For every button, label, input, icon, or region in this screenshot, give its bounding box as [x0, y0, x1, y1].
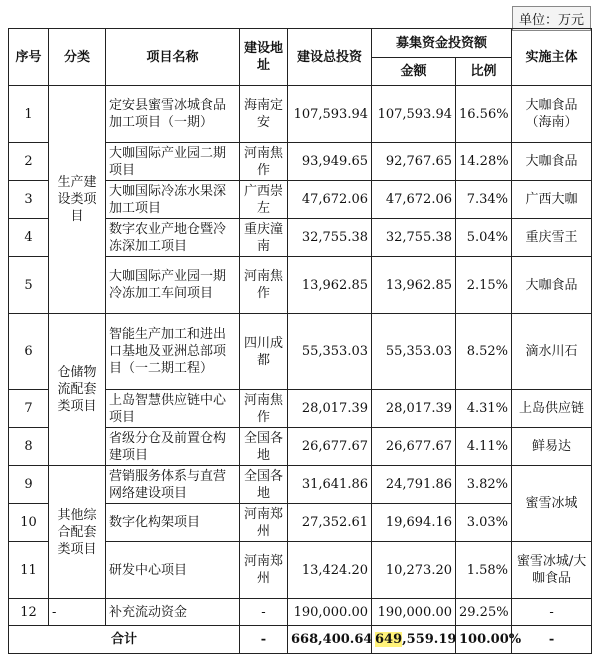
cell-ratio: 3.03%: [456, 504, 512, 542]
cell-location: -: [240, 599, 288, 626]
cell-entity: 上岛供应链: [512, 390, 592, 428]
category-logistics: 仓储物流配套类项目: [49, 314, 106, 466]
cell-project-name: 补充流动资金: [106, 599, 240, 626]
header-raised-investment: 募集资金投资额: [372, 29, 512, 58]
cell-total: 93,949.65: [288, 143, 372, 181]
cell-project-name: 营销服务体系与直营网络建设项目: [106, 466, 240, 504]
cell-location: 河南郑州: [240, 542, 288, 599]
cell-seq: 10: [9, 504, 49, 542]
table-row: [9, 599, 592, 626]
cell-location: 四川成都: [240, 314, 288, 390]
cell-project-name: 数字化构架项目: [106, 504, 240, 542]
cell-ratio: 2.15%: [456, 257, 512, 314]
cell-location: 河南焦作: [240, 143, 288, 181]
cell-total: 31,641.86: [288, 466, 372, 504]
cell-project-name: 大咖国际冷冻水果深加工项目: [106, 181, 240, 219]
cell-location: 河南郑州: [240, 504, 288, 542]
cell-total: 13,962.85: [288, 257, 372, 314]
cell-entity: 滴水川石: [512, 314, 592, 390]
cell-seq: 8: [9, 428, 49, 466]
cell-project-name: 省级分仓及前置仓构建项目: [106, 428, 240, 466]
cell-amount: 107,593.94: [372, 86, 456, 143]
cell-total: 107,593.94: [288, 86, 372, 143]
highlighted-digits: 649: [375, 632, 403, 647]
total-amount: [372, 626, 456, 654]
cell-entity: 重庆雪王: [512, 219, 592, 257]
cell-ratio: 8.52%: [456, 314, 512, 390]
cell-ratio: 4.11%: [456, 428, 512, 466]
cell-entity: 蜜雪冰城/大咖食品: [512, 542, 592, 599]
cell-project-name: 上岛智慧供应链中心项目: [106, 390, 240, 428]
cell-total: 55,353.03: [288, 314, 372, 390]
cell-amount: 47,672.06: [372, 181, 456, 219]
fundraising-investment-table: [8, 28, 592, 654]
cell-amount: 92,767.65: [372, 143, 456, 181]
cell-project-name: 大咖国际产业园二期项目: [106, 143, 240, 181]
category-none: -: [49, 599, 106, 626]
cell-ratio: 16.56%: [456, 86, 512, 143]
cell-location: 重庆潼南: [240, 219, 288, 257]
cell-seq: 2: [9, 143, 49, 181]
cell-project-name: 研发中心项目: [106, 542, 240, 599]
cell-location: 河南焦作: [240, 390, 288, 428]
cell-entity: -: [512, 599, 592, 626]
cell-seq: 11: [9, 542, 49, 599]
cell-ratio: 4.31%: [456, 390, 512, 428]
total-investment: 668,400.64: [288, 626, 372, 654]
header-name: 项目名称: [106, 29, 240, 86]
category-production: 生产建设类项目: [49, 86, 106, 314]
cell-amount: 55,353.03: [372, 314, 456, 390]
table-row: [9, 466, 592, 504]
cell-ratio: 3.82%: [456, 466, 512, 504]
total-location: -: [240, 626, 288, 654]
cell-location: 海南定安: [240, 86, 288, 143]
total-ratio: 100.00%: [456, 626, 512, 654]
header-entity: 实施主体: [512, 29, 592, 86]
cell-seq: 5: [9, 257, 49, 314]
total-row: [9, 626, 592, 654]
table-row: [9, 86, 592, 143]
cell-total: 32,755.38: [288, 219, 372, 257]
cell-total: 28,017.39: [288, 390, 372, 428]
cell-location: 河南焦作: [240, 257, 288, 314]
cell-ratio: 1.58%: [456, 542, 512, 599]
cell-entity: 鲜易达: [512, 428, 592, 466]
header-category: 分类: [49, 29, 106, 86]
cell-amount: 190,000.00: [372, 599, 456, 626]
cell-amount: 10,273.20: [372, 542, 456, 599]
cell-total: 26,677.67: [288, 428, 372, 466]
cell-entity: 广西大咖: [512, 181, 592, 219]
cell-seq: 4: [9, 219, 49, 257]
cell-project-name: 大咖国际产业园一期冷冻加工车间项目: [106, 257, 240, 314]
header-seq: 序号: [9, 29, 49, 86]
cell-seq: 3: [9, 181, 49, 219]
cell-project-name: 数字农业产地仓暨冷冻深加工项目: [106, 219, 240, 257]
cell-seq: 9: [9, 466, 49, 504]
cell-seq: 7: [9, 390, 49, 428]
cell-total: 13,424.20: [288, 542, 372, 599]
unit-label: 单位：万元: [512, 6, 591, 31]
cell-ratio: 29.25%: [456, 599, 512, 626]
cell-ratio: 5.04%: [456, 219, 512, 257]
cell-total: 27,352.61: [288, 504, 372, 542]
cell-project-name: 智能生产加工和进出口基地及亚洲总部项目（一二期工程）: [106, 314, 240, 390]
cell-seq: 6: [9, 314, 49, 390]
category-other: 其他综合配套类项目: [49, 466, 106, 599]
total-label: 合计: [9, 626, 240, 654]
cell-seq: 1: [9, 86, 49, 143]
cell-project-name: 定安县蜜雪冰城食品加工项目（一期）: [106, 86, 240, 143]
cell-location: 全国各地: [240, 428, 288, 466]
cell-amount: 19,694.16: [372, 504, 456, 542]
cell-amount: 13,962.85: [372, 257, 456, 314]
cell-entity: 蜜雪冰城: [512, 466, 592, 542]
cell-amount: 26,677.67: [372, 428, 456, 466]
header-total-investment: 建设总投资: [288, 29, 372, 86]
cell-entity: 大咖食品（海南）: [512, 86, 592, 143]
cell-ratio: 7.34%: [456, 181, 512, 219]
cell-entity: 大咖食品: [512, 143, 592, 181]
cell-location: 全国各地: [240, 466, 288, 504]
cell-location: 广西崇左: [240, 181, 288, 219]
amount-rest: ,559.19: [402, 632, 457, 647]
cell-entity: 大咖食品: [512, 257, 592, 314]
header-ratio: 比例: [456, 58, 512, 86]
header-amount: 金额: [372, 58, 456, 86]
table-row: [9, 314, 592, 390]
cell-amount: 32,755.38: [372, 219, 456, 257]
cell-amount: 28,017.39: [372, 390, 456, 428]
cell-total: 190,000.00: [288, 599, 372, 626]
header-location: 建设地址: [240, 29, 288, 86]
cell-ratio: 14.28%: [456, 143, 512, 181]
cell-amount: 24,791.86: [372, 466, 456, 504]
cell-seq: 12: [9, 599, 49, 626]
total-entity: -: [512, 626, 592, 654]
cell-total: 47,672.06: [288, 181, 372, 219]
